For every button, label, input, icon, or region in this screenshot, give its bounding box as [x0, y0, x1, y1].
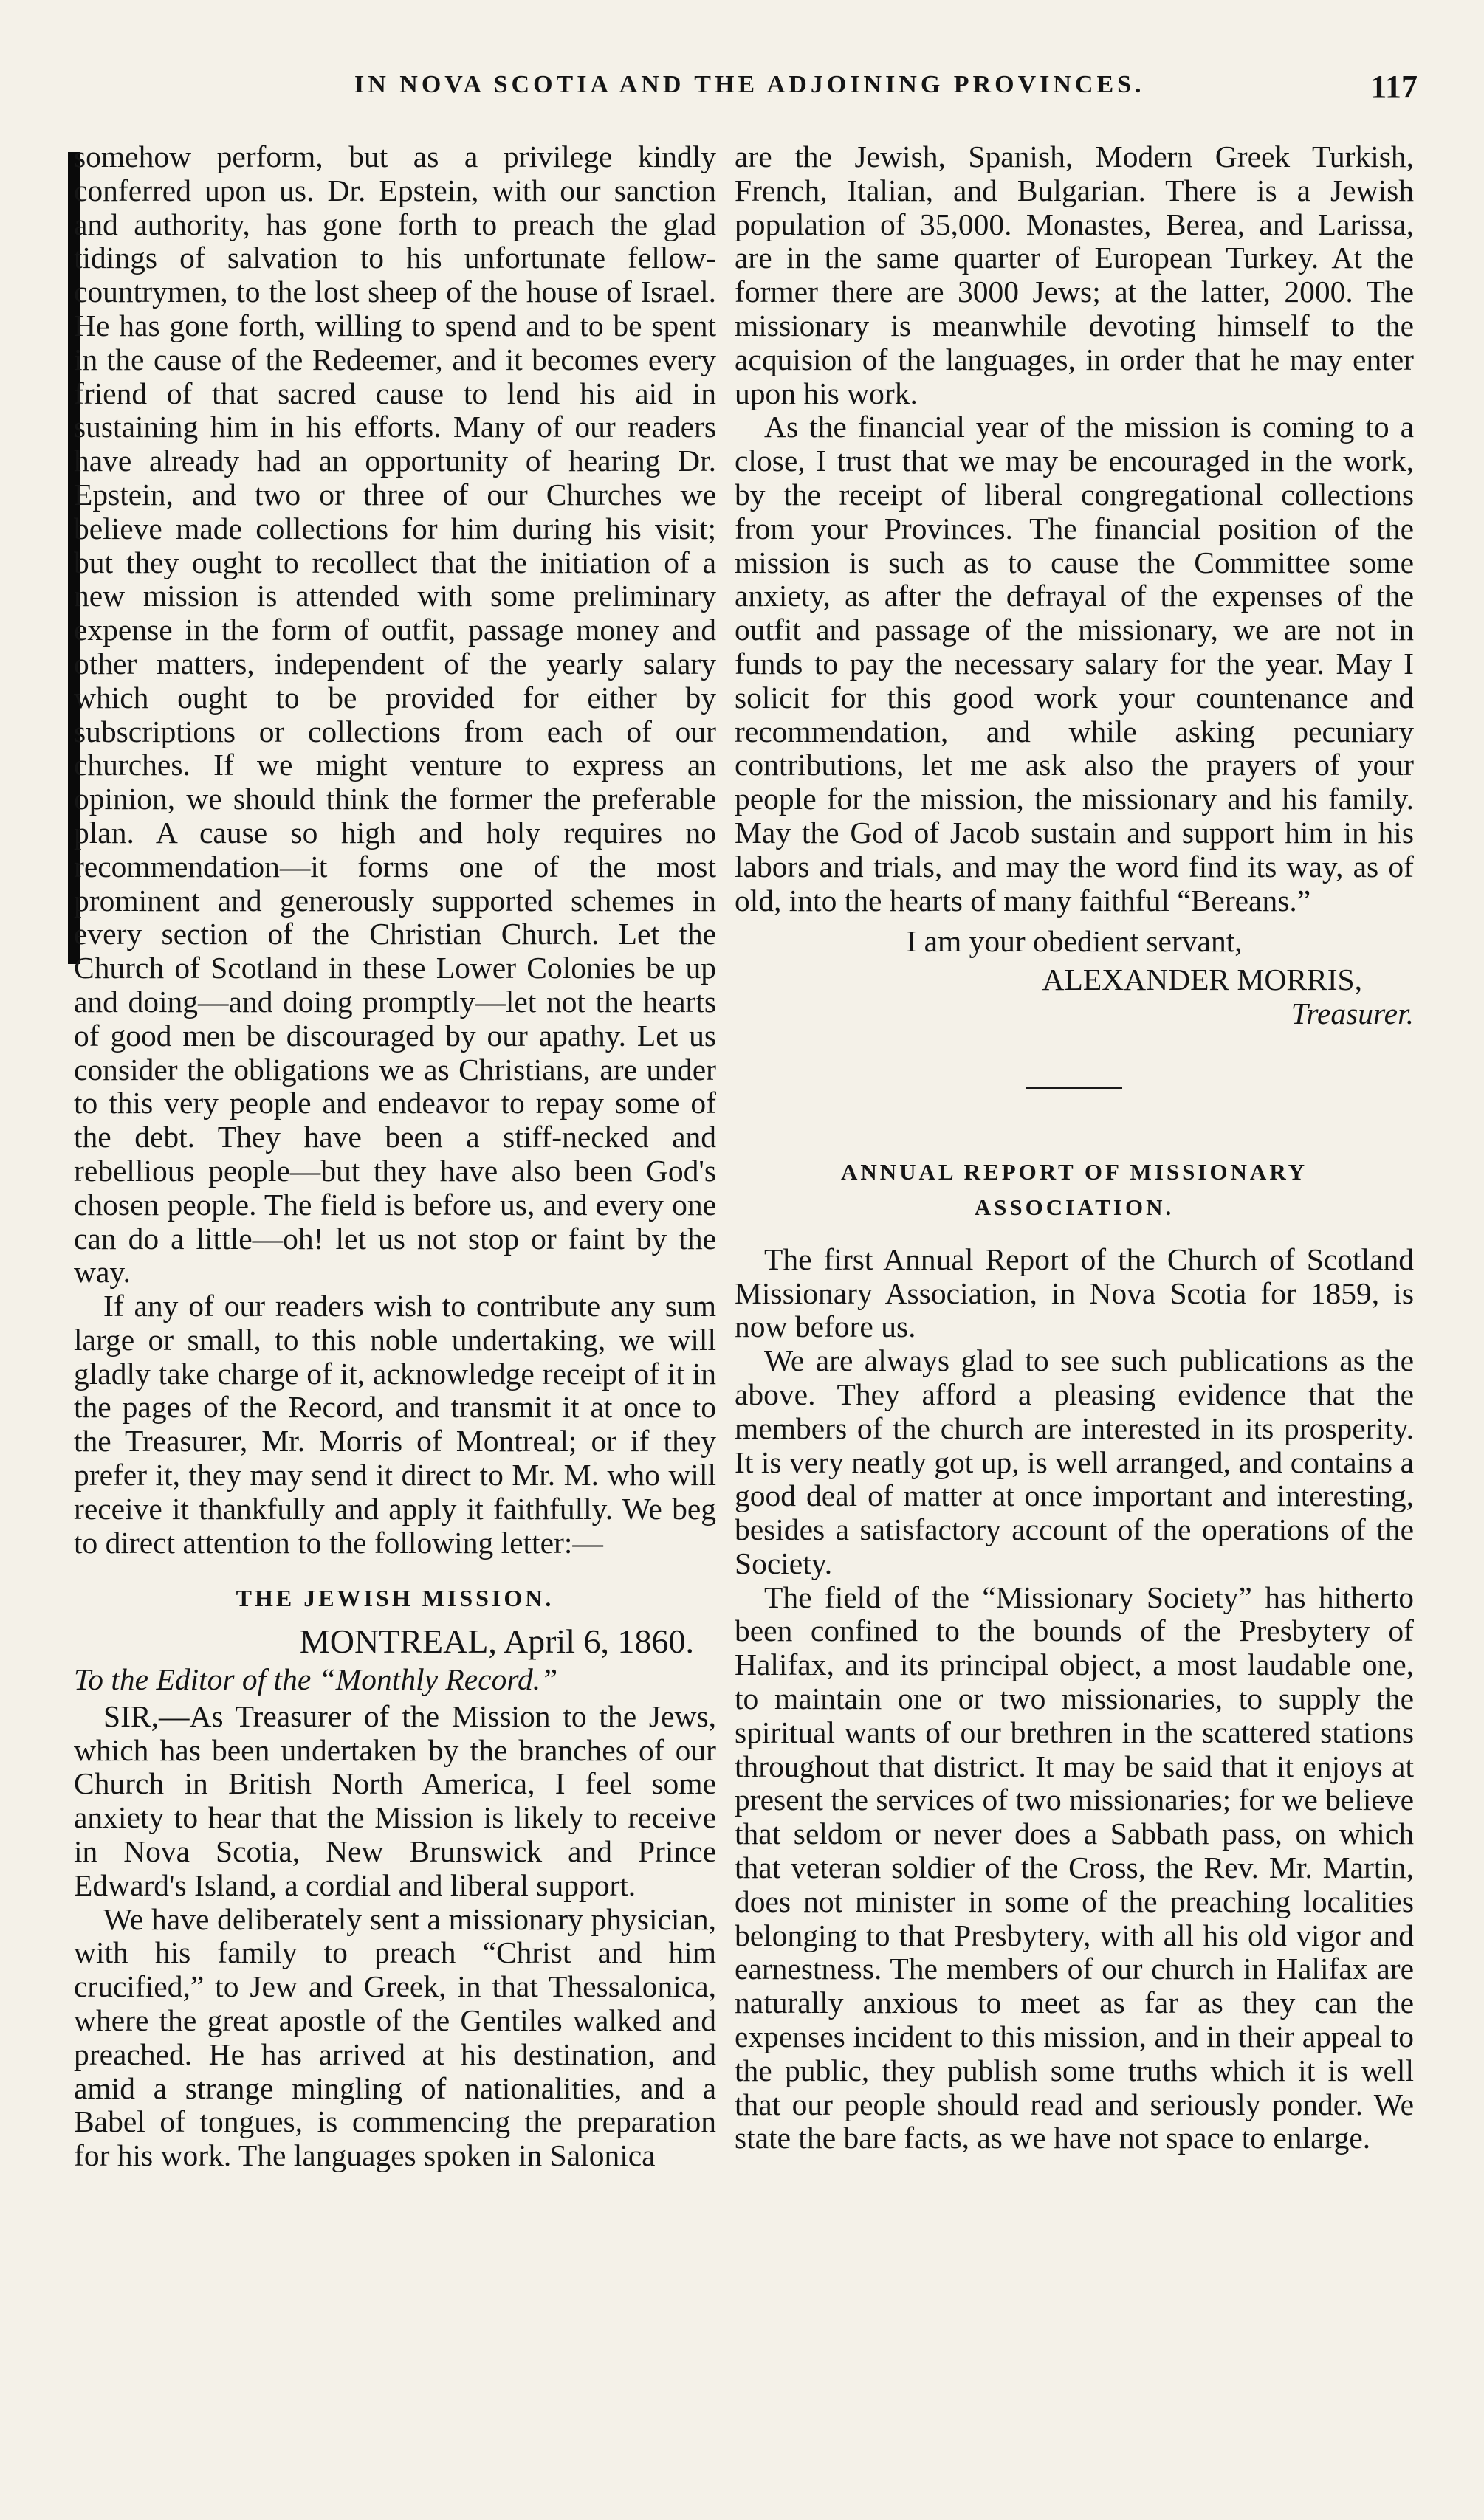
right-paragraph-2: As the financial year of the mission is coming to a close, I trust that we may be encouraged in the work, by the receipt of liberal congregational collections from your Provinces. The financial position of the mission is such as to cause the Committee some anxiety, as after the defrayal of the expenses of the outfit and passage of the missionary, we are not in funds to pay the necessary salary for the year. May I solicit for this good work your countenance and recommendation, and while asking pecuniary contributions, let me ask also the prayers of your people for the mission, the missionary and his family. May the God of Jacob sustain and support him in his labors and trials, and may the word find its way, as of old, into the hearts of many faithful “Bereans.” — [735, 410, 1414, 918]
section-divider — [1026, 1087, 1122, 1089]
right-column — [735, 140, 1414, 2155]
right-paragraph-3: The first Annual Report of the Church of Scotland Missionary Association, in Nova Scotia for 1859, is now before us. — [735, 1242, 1414, 1344]
report-heading-line-2: ASSOCIATION. — [974, 1194, 1175, 1220]
letter-salutation: To the Editor of the “Monthly Record.” — [74, 1662, 558, 1697]
left-column — [74, 140, 716, 2173]
left-paragraph-2: If any of our readers wish to contribute any sum large or small, to this noble undertaking, we will gladly take charge of it, acknowledge receipt of it in the pages of the Record, and transmit it at once to the Treasurer, Mr. Morris of Montreal; or if they prefer it, they may send it direct to Mr. M. who will receive it thankfully and apply it faithfully. We beg to direct attention to the following letter:— — [74, 1289, 716, 1560]
left-paragraph-3: SIR,—As Treasurer of the Mission to the Jews, which has been undertaken by the branches of our Church in British North America, I feel some anxiety to hear that the Mission is likely to receive in Nova Scotia, New Brunswick and Prince Edward's Island, a cordial and liberal support. — [74, 1698, 716, 1902]
running-title: IN NOVA SCOTIA AND THE ADJOINING PROVINCES. — [354, 71, 1145, 98]
right-paragraph-4: We are always glad to see such publications as the above. They afford a pleasing evidence that the members of the church are interested in its prosperity. It is very neatly got up, is well arranged, and contains a good deal of matter at once important and interesting, besides a satisfactory account of the operations of the Society. — [735, 1343, 1414, 1580]
left-paragraph-1: somehow perform, but as a privilege kindly conferred upon us. Dr. Epstein, with our sanction and authority, has gone forth to preach the glad tidings of salvation to his unfortunate fellow-countrymen, to the lost sheep of the house of Israel. He has gone forth, willing to spend and to be spent in the cause of the Redeemer, and it becomes every friend of that sacred cause to lend his aid in sustaining him in his efforts. Many of our readers have already had an opportunity of hearing Dr. Epstein, and two or three of our Churches we believe made collections for him during his visit; but they ought to recollect that the initiation of a new mission is attended with some preliminary expense in the form of outfit, passage money and other matters, independent of the yearly salary which ought to be provided for either by subscriptions or collections from each of our churches. If we might venture to express an opinion, we should think the former the preferable plan. A cause so high and holy requires no recommendation—it forms one of the most prominent and generously supported schemes in every section of the Christian Church. Let the Church of Scotland in these Lower Colonies be up and doing—and doing promptly—let not the hearts of good men be discouraged by our apathy. Let us consider the obligations we as Christians, are under to this very people and endeavor to repay some of the debt. They have been a stiff-necked and rebellious people—but they have also been God's chosen people. The field is before us, and every one can do a little—oh! let us not stop or faint by the way. — [74, 140, 716, 1290]
letter-signature: ALEXANDER MORRIS, — [1042, 963, 1362, 997]
letter-closing: I am your obedient servant, — [906, 924, 1243, 959]
running-head — [354, 71, 1418, 115]
signature-title: Treasurer. — [1291, 996, 1414, 1030]
page-number: 117 — [1370, 69, 1418, 105]
report-heading-line-1: ANNUAL REPORT OF MISSIONARY — [840, 1158, 1308, 1185]
right-paragraph-1: are the Jewish, Spanish, Modern Greek Turkish, French, Italian, and Bulgarian. There is a Jewish population of 35,000. Monastes, Berea, and Larissa, are in the same quarter of European Turkey. At the former there are 3000 Jews; at the latter, 2000. The missionary is meanwhile devoting himself to the acquision of the languages, in order that he may enter upon his work. — [735, 140, 1414, 410]
right-paragraph-5: The field of the “Missionary Society” has hitherto been confined to the bounds of the Presbytery of Halifax, and its principal object, a most laudable one, to maintain one or two missionaries, to supply the spiritual wants of our brethren in the scattered stations throughout that district. It may be said that it enjoys at present the services of two missionaries; for we believe that seldom or never does a Sabbath pass, on which that veteran soldier of the Cross, the Rev. Mr. Martin, does not minister in some of the preaching localities belonging to that Presbytery, with all his old vigor and earnestness. The members of our church in Halifax are naturally anxious to meet as far as they can the expenses incident to this mission, and in their appeal to the public, they publish some truths which it is well that our people should read and seriously ponder. We state the bare facts, as we have not space to enlarge. — [735, 1580, 1414, 2155]
left-paragraph-4: We have deliberately sent a missionary physician, with his family to preach “Christ and him crucified,” to Jew and Greek, in that Thessalonica, where the great apostle of the Gentiles walked and preached. He has arrived at his destination, and amid a strange mingling of nationalities, and a Babel of tongues, is commencing the preparation for his work. The languages spoken in Salonica — [74, 1901, 716, 2173]
report-heading — [735, 1154, 1414, 1225]
letter-heading: THE JEWISH MISSION. — [236, 1585, 554, 1612]
letter-dateline: MONTREAL, April 6, 1860. — [299, 1622, 694, 1661]
